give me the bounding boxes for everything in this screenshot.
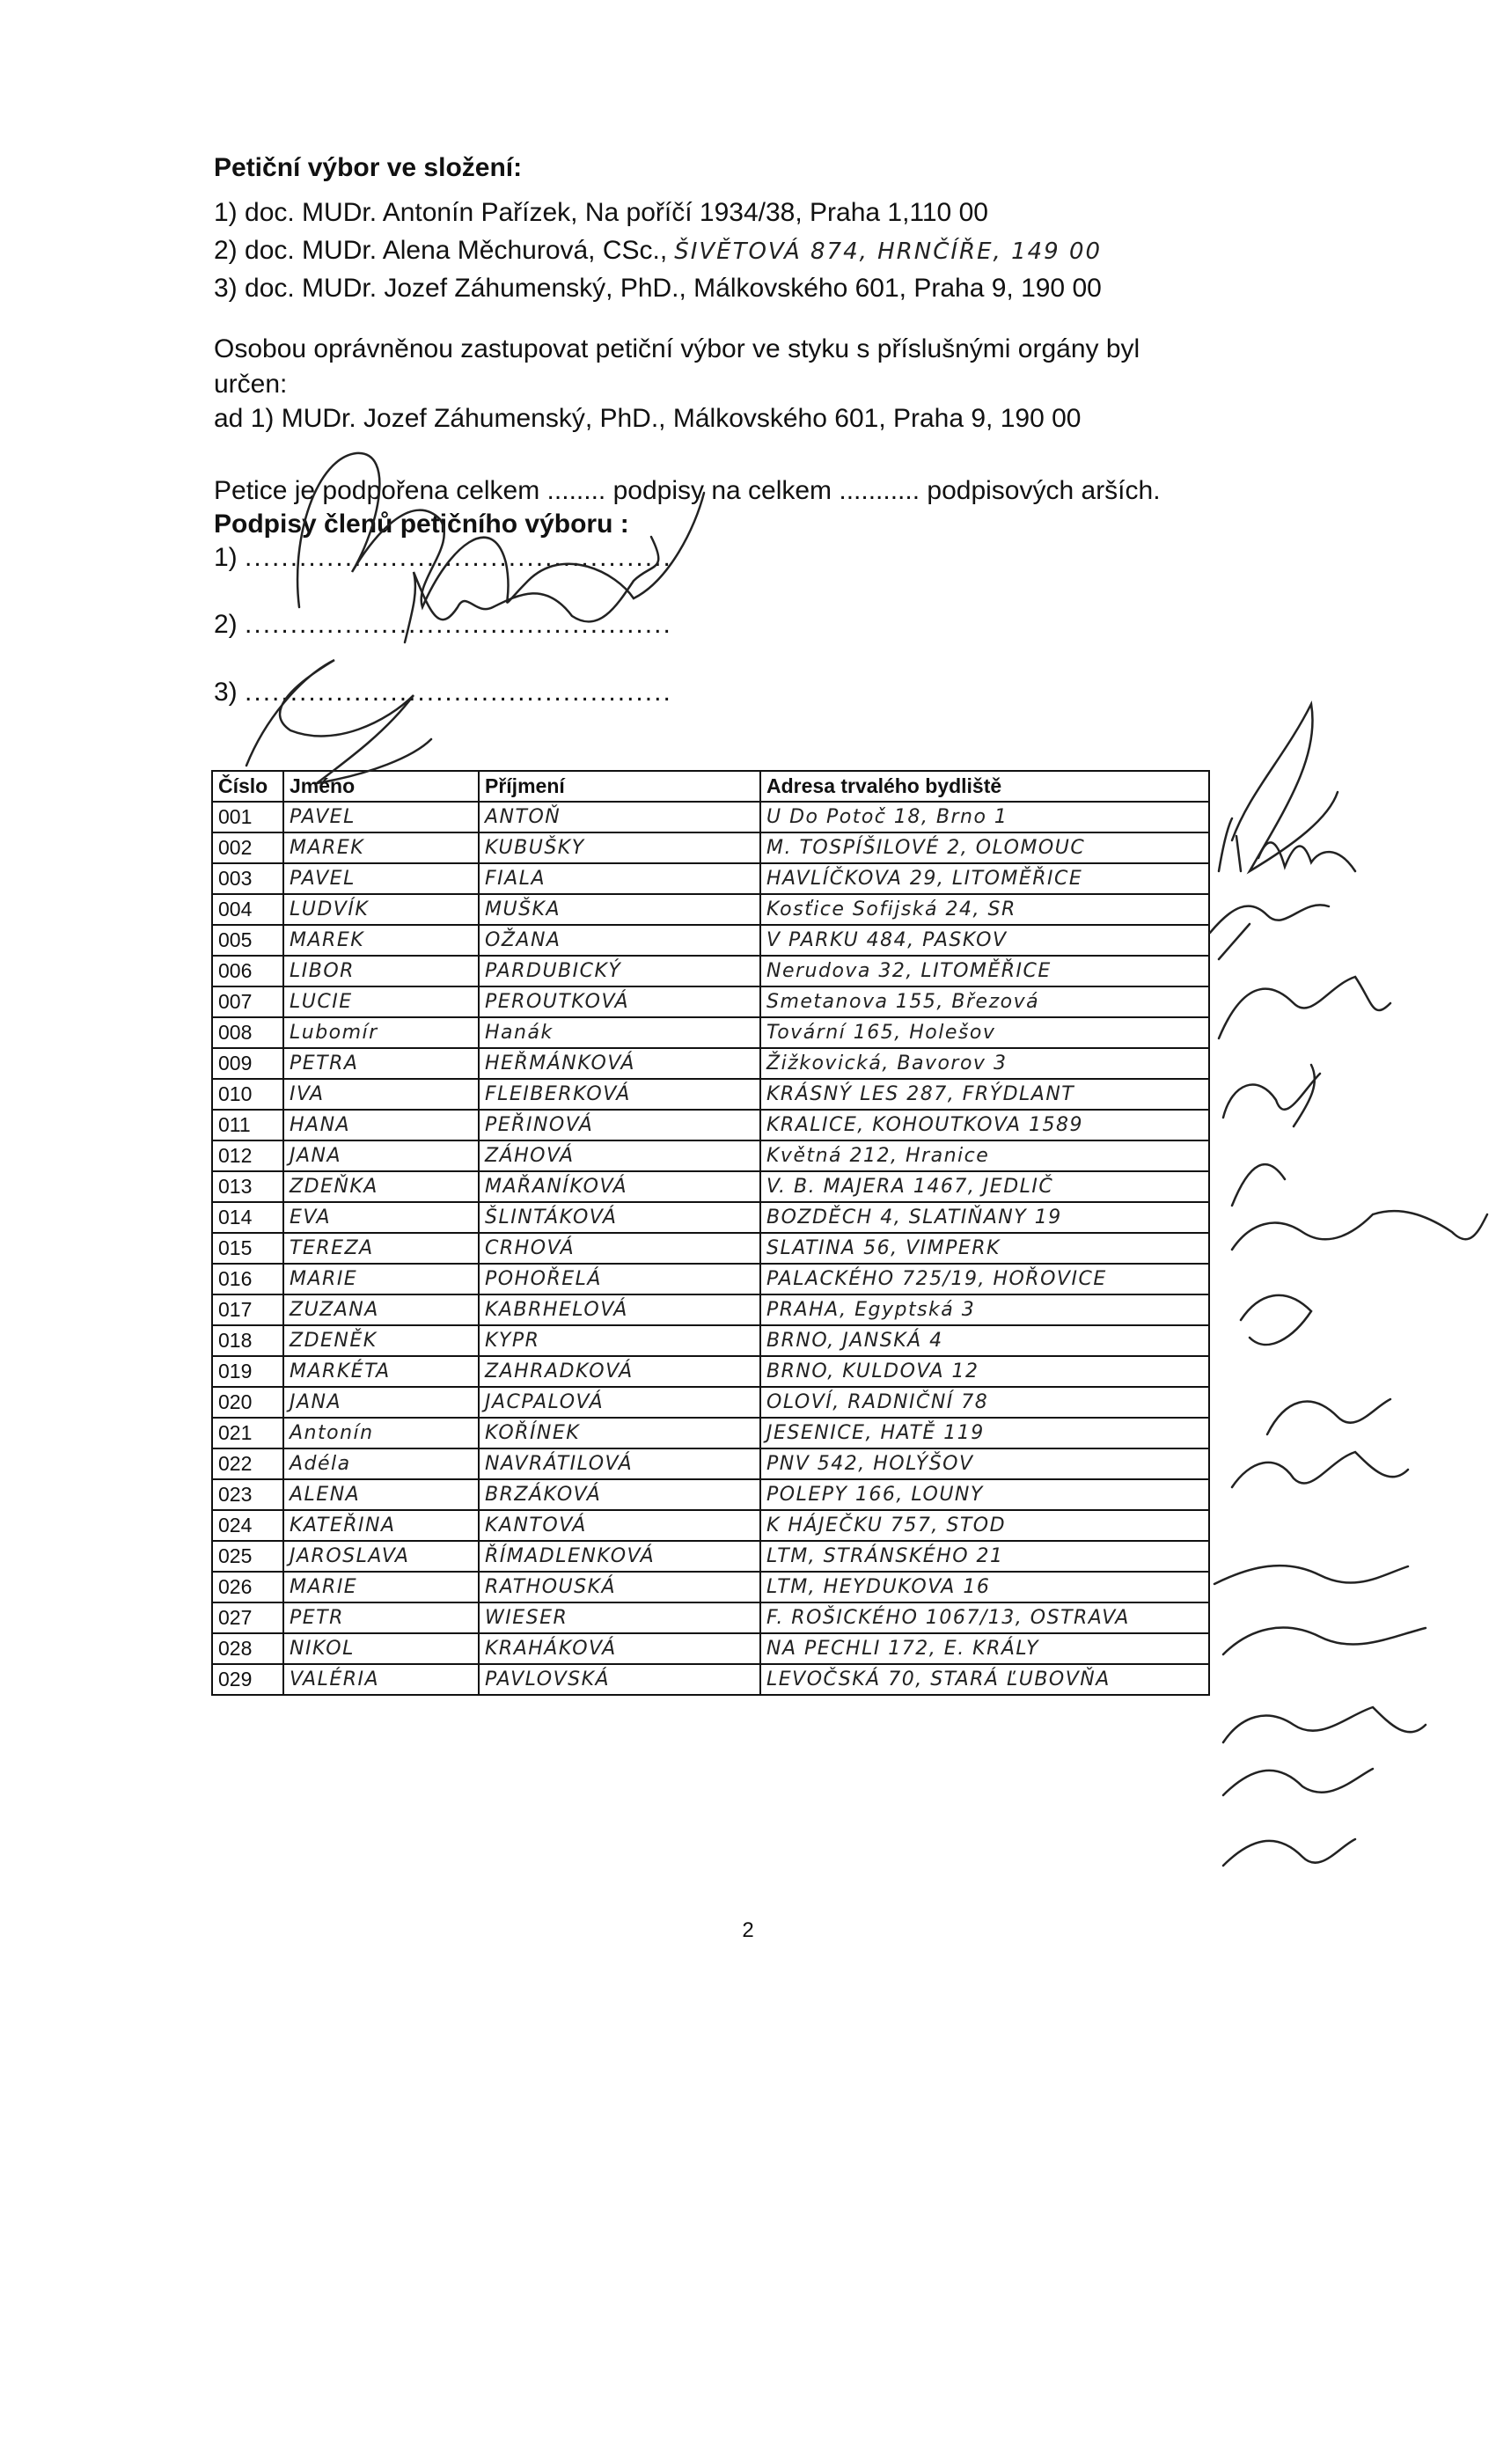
row-number: 018 — [212, 1325, 283, 1356]
table-row — [212, 1602, 1209, 1633]
row-signature-6 — [1232, 1065, 1315, 1206]
row-first-name: PETRA — [283, 1048, 479, 1079]
row-number: 021 — [212, 1418, 283, 1448]
row-first-name: LUCIE — [283, 986, 479, 1017]
row-signature-5 — [1223, 1074, 1320, 1118]
table-body — [212, 802, 1209, 1695]
table-row — [212, 956, 1209, 986]
row-first-name: ZUZANA — [283, 1294, 479, 1325]
table-row — [212, 1140, 1209, 1171]
row-number: 029 — [212, 1664, 283, 1695]
authorized-line-2: určen: — [214, 370, 288, 399]
committee-member-2-text: 2) doc. MUDr. Alena Měchurová, CSc., — [214, 236, 668, 265]
row-first-name: MAREK — [283, 832, 479, 863]
row-number: 022 — [212, 1448, 283, 1479]
row-number: 025 — [212, 1541, 283, 1572]
row-address: BRNO, JANSKÁ 4 — [760, 1325, 1209, 1356]
row-number: 005 — [212, 925, 283, 956]
row-address: V. B. MAJERA 1467, JEDLIČ — [760, 1171, 1209, 1202]
row-first-name: HANA — [283, 1110, 479, 1140]
row-address: OLOVÍ, RADNIČNÍ 78 — [760, 1387, 1209, 1418]
row-number: 019 — [212, 1356, 283, 1387]
row-address: SLATINA 56, VIMPERK — [760, 1233, 1209, 1264]
row-address: Nerudova 32, LITOMĚŘICE — [760, 956, 1209, 986]
row-number: 011 — [212, 1110, 283, 1140]
table-row — [212, 1479, 1209, 1510]
row-first-name: MARKÉTA — [283, 1356, 479, 1387]
row-last-name: PAVLOVSKÁ — [479, 1664, 760, 1695]
row-last-name: HEŘMÁNKOVÁ — [479, 1048, 760, 1079]
row-number: 007 — [212, 986, 283, 1017]
row-address: M. TOSPÍŠILOVÉ 2, OLOMOUC — [760, 832, 1209, 863]
committee-member-2 — [214, 234, 1102, 268]
signature-line-3 — [214, 678, 672, 708]
row-signature-12 — [1223, 1628, 1426, 1654]
table-row — [212, 1510, 1209, 1541]
row-last-name: JACPALOVÁ — [479, 1387, 760, 1418]
signature-line-2-label: 2) — [214, 610, 238, 639]
header-number: Číslo — [212, 771, 283, 802]
row-first-name: ZDENĚK — [283, 1325, 479, 1356]
table-row — [212, 802, 1209, 832]
row-number: 023 — [212, 1479, 283, 1510]
row-first-name: MAREK — [283, 925, 479, 956]
signature-line-1-label: 1) — [214, 543, 238, 572]
row-last-name: KYPR — [479, 1325, 760, 1356]
row-last-name: PEROUTKOVÁ — [479, 986, 760, 1017]
row-first-name: PAVEL — [283, 802, 479, 832]
row-address: Žižkovická, Bavorov 3 — [760, 1048, 1209, 1079]
row-number: 008 — [212, 1017, 283, 1048]
row-last-name: KABRHELOVÁ — [479, 1294, 760, 1325]
table-row — [212, 1541, 1209, 1572]
row-address: BOZDĚCH 4, SLATIŇANY 19 — [760, 1202, 1209, 1233]
signatures-heading: Podpisy členů petičního výboru : — [214, 510, 629, 539]
row-number: 002 — [212, 832, 283, 863]
signature-line-3-label: 3) — [214, 678, 238, 707]
row-first-name: KATEŘINA — [283, 1510, 479, 1541]
row-last-name: OŽANA — [479, 925, 760, 956]
row-signature-15 — [1223, 1839, 1355, 1866]
row-first-name: ALENA — [283, 1479, 479, 1510]
row-first-name: JANA — [283, 1387, 479, 1418]
table-row — [212, 1633, 1209, 1664]
authorized-person: ad 1) MUDr. Jozef Záhumenský, PhD., Málkovského 601, Praha 9, 190 00 — [214, 404, 1082, 433]
table-row — [212, 832, 1209, 863]
table-row — [212, 1079, 1209, 1110]
row-address: PNV 542, HOLÝŠOV — [760, 1448, 1209, 1479]
table-row — [212, 1233, 1209, 1264]
support-line: Petice je podpořena celkem ........ podpisy na celkem ........... podpisových arších. — [214, 476, 1161, 505]
row-last-name: BRZÁKOVÁ — [479, 1479, 760, 1510]
row-number: 003 — [212, 863, 283, 894]
row-number: 004 — [212, 894, 283, 925]
row-signature-4 — [1219, 977, 1390, 1038]
table-row — [212, 1110, 1209, 1140]
table-row — [212, 863, 1209, 894]
row-number: 016 — [212, 1264, 283, 1294]
row-number: 017 — [212, 1294, 283, 1325]
row-last-name: KANTOVÁ — [479, 1510, 760, 1541]
row-first-name: LIBOR — [283, 956, 479, 986]
row-first-name: Lubomír — [283, 1017, 479, 1048]
row-address: U Do Potoč 18, Brno 1 — [760, 802, 1209, 832]
row-last-name: Hanák — [479, 1017, 760, 1048]
row-last-name: WIESER — [479, 1602, 760, 1633]
signature-line-2 — [214, 610, 672, 640]
table-row — [212, 925, 1209, 956]
row-address: KRÁSNÝ LES 287, FRÝDLANT — [760, 1079, 1209, 1110]
row-signature-10 — [1232, 1452, 1408, 1487]
header-first-name: Jméno — [283, 771, 479, 802]
row-address: NA PECHLI 172, E. KRÁLY — [760, 1633, 1209, 1664]
table-row — [212, 1017, 1209, 1048]
row-first-name: JANA — [283, 1140, 479, 1171]
table-row — [212, 1664, 1209, 1695]
table-row — [212, 1264, 1209, 1294]
table-row — [212, 1048, 1209, 1079]
row-number: 013 — [212, 1171, 283, 1202]
row-address: JESENICE, HATĚ 119 — [760, 1418, 1209, 1448]
row-last-name: POHOŘELÁ — [479, 1264, 760, 1294]
row-first-name: Adéla — [283, 1448, 479, 1479]
committee-member-2-handwritten-address: ŠIVĚTOVÁ 874, HRNČÍŘE, 149 00 — [674, 238, 1103, 265]
table-row — [212, 1387, 1209, 1418]
table-header-row — [212, 771, 1209, 802]
page-number: 2 — [742, 1918, 754, 1942]
table-row — [212, 1325, 1209, 1356]
header-last-name: Příjmení — [479, 771, 760, 802]
row-signature-13 — [1223, 1707, 1426, 1742]
row-signature-3 — [1210, 905, 1329, 959]
row-last-name: PEŘINOVÁ — [479, 1110, 760, 1140]
row-last-name: ANTOŇ — [479, 802, 760, 832]
row-number: 028 — [212, 1633, 283, 1664]
row-last-name: ZAHRADKOVÁ — [479, 1356, 760, 1387]
table-row — [212, 894, 1209, 925]
row-last-name: FIALA — [479, 863, 760, 894]
row-signature-1 — [1232, 704, 1338, 871]
row-number: 009 — [212, 1048, 283, 1079]
signature-line-1 — [214, 543, 672, 573]
row-first-name: JAROSLAVA — [283, 1541, 479, 1572]
row-last-name: ŠLINTÁKOVÁ — [479, 1202, 760, 1233]
row-first-name: MARIE — [283, 1264, 479, 1294]
committee-heading: Petiční výbor ve složení: — [214, 153, 523, 182]
row-signature-8 — [1241, 1295, 1311, 1345]
row-address: V PARKU 484, PASKOV — [760, 925, 1209, 956]
row-address: POLEPY 166, LOUNY — [760, 1479, 1209, 1510]
row-first-name: Antonín — [283, 1418, 479, 1448]
header-address: Adresa trvalého bydliště — [760, 771, 1209, 802]
row-last-name: KUBUŠKY — [479, 832, 760, 863]
table-row — [212, 1202, 1209, 1233]
row-last-name: ZÁHOVÁ — [479, 1140, 760, 1171]
row-first-name: ZDEŇKA — [283, 1171, 479, 1202]
row-last-name: RATHOUSKÁ — [479, 1572, 760, 1602]
row-signature-11 — [1214, 1566, 1408, 1584]
row-address: Smetanova 155, Březová — [760, 986, 1209, 1017]
row-number: 020 — [212, 1387, 283, 1418]
row-first-name: TEREZA — [283, 1233, 479, 1264]
row-last-name: FLEIBERKOVÁ — [479, 1079, 760, 1110]
row-last-name: MAŘANÍKOVÁ — [479, 1171, 760, 1202]
committee-member-1: 1) doc. MUDr. Antonín Pařízek, Na poříčí 1934/38, Praha 1,110 00 — [214, 198, 988, 227]
row-number: 001 — [212, 802, 283, 832]
row-address: HAVLÍČKOVA 29, LITOMĚŘICE — [760, 863, 1209, 894]
row-last-name: NAVRÁTILOVÁ — [479, 1448, 760, 1479]
row-first-name: NIKOL — [283, 1633, 479, 1664]
authorized-line-1: Osobou oprávněnou zastupovat petiční výbor ve styku s příslušnými orgány byl — [214, 334, 1140, 363]
row-number: 012 — [212, 1140, 283, 1171]
row-signature-7 — [1232, 1211, 1487, 1250]
committee-member-3: 3) doc. MUDr. Jozef Záhumenský, PhD., Málkovského 601, Praha 9, 190 00 — [214, 274, 1102, 303]
row-address: BRNO, KULDOVA 12 — [760, 1356, 1209, 1387]
row-address: LEVOČSKÁ 70, STARÁ ĽUBOVŇA — [760, 1664, 1209, 1695]
row-address: KRALICE, KOHOUTKOVA 1589 — [760, 1110, 1209, 1140]
row-last-name: KRAHÁKOVÁ — [479, 1633, 760, 1664]
row-last-name: KOŘÍNEK — [479, 1418, 760, 1448]
table-row — [212, 1448, 1209, 1479]
row-first-name: PETR — [283, 1602, 479, 1633]
table-row — [212, 1356, 1209, 1387]
row-signature-14 — [1223, 1769, 1373, 1795]
signatures-table — [211, 770, 1210, 1696]
row-first-name: EVA — [283, 1202, 479, 1233]
row-number: 014 — [212, 1202, 283, 1233]
row-address: Tovární 165, Holešov — [760, 1017, 1209, 1048]
row-address: Květná 212, Hranice — [760, 1140, 1209, 1171]
row-number: 006 — [212, 956, 283, 986]
row-signature-9 — [1267, 1399, 1390, 1434]
row-address: PRAHA, Egyptská 3 — [760, 1294, 1209, 1325]
row-first-name: LUDVÍK — [283, 894, 479, 925]
row-address: LTM, HEYDUKOVA 16 — [760, 1572, 1209, 1602]
table-row — [212, 1294, 1209, 1325]
row-signature-2 — [1219, 818, 1355, 871]
table-row — [212, 1171, 1209, 1202]
row-last-name: PARDUBICKÝ — [479, 956, 760, 986]
table-row — [212, 1418, 1209, 1448]
row-first-name: IVA — [283, 1079, 479, 1110]
row-first-name: VALÉRIA — [283, 1664, 479, 1695]
signature-line-2-dots: ............................................... — [245, 610, 672, 639]
row-number: 015 — [212, 1233, 283, 1264]
signature-line-1-dots: ............................................... — [245, 543, 672, 572]
row-last-name: ŘÍMADLENKOVÁ — [479, 1541, 760, 1572]
signature-line-3-dots: ............................................... — [245, 678, 672, 707]
row-address: K HÁJEČKU 757, STOD — [760, 1510, 1209, 1541]
row-address: F. ROŠICKÉHO 1067/13, OSTRAVA — [760, 1602, 1209, 1633]
row-address: LTM, STRÁNSKÉHO 21 — [760, 1541, 1209, 1572]
row-number: 024 — [212, 1510, 283, 1541]
row-first-name: PAVEL — [283, 863, 479, 894]
row-first-name: MARIE — [283, 1572, 479, 1602]
row-number: 027 — [212, 1602, 283, 1633]
row-last-name: MUŠKA — [479, 894, 760, 925]
row-address: Kosťice Sofijská 24, SR — [760, 894, 1209, 925]
table-row — [212, 1572, 1209, 1602]
row-address: PALACKÉHO 725/19, HOŘOVICE — [760, 1264, 1209, 1294]
row-number: 010 — [212, 1079, 283, 1110]
row-last-name: CRHOVÁ — [479, 1233, 760, 1264]
table-row — [212, 986, 1209, 1017]
row-number: 026 — [212, 1572, 283, 1602]
